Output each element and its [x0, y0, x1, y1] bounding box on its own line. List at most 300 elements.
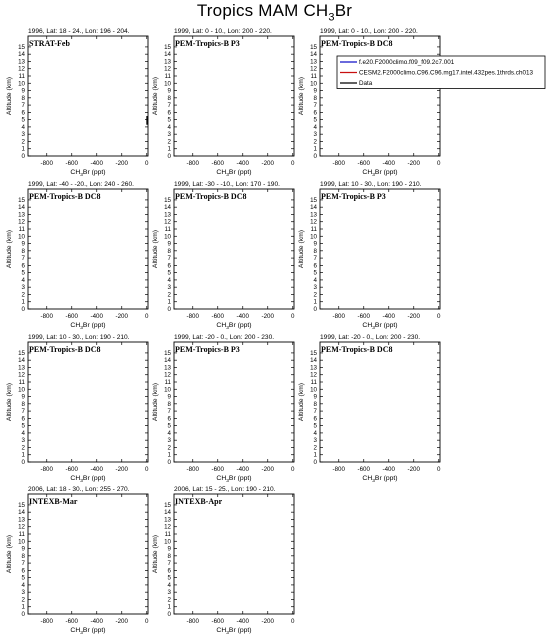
x-axis-label: $CH_3Br$ (ppt) — [70, 169, 106, 178]
x-tick-label: 0 — [291, 466, 295, 473]
y-tick-label: 1 — [21, 298, 25, 306]
x-tick-label: -600 — [211, 160, 224, 167]
y-tick-label: 0 — [21, 306, 25, 313]
y-tick-label: 15 — [310, 349, 317, 357]
x-tick-label: 0 — [145, 618, 149, 625]
y-tick-label: 4 — [21, 123, 25, 131]
y-tick-label: 12 — [18, 523, 25, 531]
y-tick-label: 1 — [21, 603, 25, 611]
y-tick-label: 13 — [164, 211, 171, 219]
y-tick-label: 2 — [313, 444, 317, 452]
y-tick-label: 13 — [18, 211, 25, 219]
chart-panel — [152, 28, 295, 178]
y-tick-label: 11 — [310, 73, 317, 80]
y-tick-label: 9 — [313, 393, 317, 401]
chart-panel — [152, 486, 295, 636]
y-tick-label: 3 — [167, 589, 171, 597]
x-tick-label: -600 — [357, 466, 370, 473]
y-tick-label: 8 — [313, 94, 317, 102]
y-tick-label: 3 — [21, 284, 25, 292]
y-tick-label: 6 — [167, 262, 171, 270]
y-tick-label: 3 — [313, 131, 317, 139]
y-tick-label: 10 — [18, 233, 25, 241]
campaign-label: PEM-Tropics-B P3 — [321, 192, 386, 201]
y-tick-label: 9 — [167, 393, 171, 401]
y-tick-label: 1 — [21, 451, 25, 459]
panel-frame — [174, 494, 294, 614]
y-tick-label: 9 — [167, 240, 171, 248]
y-tick-label: 0 — [313, 153, 317, 160]
y-tick-label: 15 — [310, 196, 317, 204]
y-tick-label: 10 — [164, 233, 171, 241]
y-tick-label: 2 — [167, 138, 171, 146]
panel-header: 1999, Lat: -20 - 0., Lon: 200 - 230. — [174, 334, 275, 341]
campaign-label: PEM-Tropics-B DC8 — [321, 345, 393, 354]
y-tick-label: 12 — [18, 218, 25, 226]
x-tick-label: 0 — [437, 466, 441, 473]
x-tick-label: -400 — [382, 313, 395, 320]
x-tick-label: -800 — [186, 313, 199, 320]
y-tick-label: 13 — [164, 364, 171, 372]
x-axis-label: $CH_3Br$ (ppt) — [362, 475, 398, 484]
y-tick-label: 8 — [21, 552, 25, 560]
y-tick-label: 5 — [167, 269, 171, 277]
x-tick-label: -200 — [407, 466, 420, 473]
panel-header: 1999, Lat: 0 - 10., Lon: 200 - 220. — [320, 28, 418, 35]
y-tick-label: 1 — [167, 298, 171, 306]
x-tick-label: -200 — [261, 313, 274, 320]
y-tick-label: 12 — [310, 218, 317, 226]
y-axis-label: Altitude (km) — [6, 229, 13, 269]
x-tick-label: -200 — [115, 160, 128, 167]
campaign-label: PEM-Tropics-B DC8 — [175, 192, 247, 201]
y-tick-label: 8 — [313, 400, 317, 408]
y-tick-label: 12 — [164, 65, 171, 73]
chart-panel — [152, 181, 295, 331]
x-tick-label: -400 — [236, 313, 249, 320]
panel-frame — [320, 342, 440, 462]
y-tick-label: 7 — [167, 560, 171, 568]
panel-frame — [28, 36, 148, 156]
y-tick-label: 6 — [313, 415, 317, 423]
x-tick-label: -600 — [65, 618, 78, 625]
x-tick-label: -600 — [211, 313, 224, 320]
y-tick-label: 7 — [167, 102, 171, 110]
y-tick-label: 13 — [164, 516, 171, 524]
y-tick-label: 14 — [310, 357, 317, 365]
x-tick-label: -600 — [357, 160, 370, 167]
y-tick-label: 9 — [313, 240, 317, 248]
campaign-label: STRAT-Feb — [29, 39, 70, 48]
campaign-label: PEM-Tropics-B P3 — [175, 345, 240, 354]
panel-frame — [28, 342, 148, 462]
y-tick-label: 1 — [313, 298, 317, 306]
y-tick-label: 11 — [310, 226, 317, 233]
x-tick-label: -800 — [186, 160, 199, 167]
y-tick-label: 5 — [21, 422, 25, 430]
y-tick-label: 14 — [18, 204, 25, 212]
y-tick-label: 0 — [167, 153, 171, 160]
x-axis-label: $CH_3Br$ (ppt) — [216, 627, 252, 636]
y-tick-label: 14 — [310, 204, 317, 212]
x-tick-label: -200 — [261, 160, 274, 167]
x-tick-label: -600 — [65, 160, 78, 167]
y-axis-label: Altitude (km) — [6, 534, 13, 574]
y-tick-label: 11 — [18, 379, 25, 386]
y-tick-label: 10 — [164, 386, 171, 394]
y-tick-label: 14 — [18, 51, 25, 59]
y-tick-label: 2 — [313, 138, 317, 146]
y-tick-label: 4 — [21, 276, 25, 284]
y-tick-label: 4 — [167, 429, 171, 437]
panel-header: 1999, Lat: -20 - 0., Lon: 200 - 230. — [320, 334, 421, 341]
y-axis-label: Altitude (km) — [298, 229, 305, 269]
panel-header: 2006, Lat: 18 - 30., Lon: 255 - 270. — [28, 486, 130, 493]
chart-panel — [6, 28, 149, 178]
y-tick-label: 7 — [167, 408, 171, 416]
x-tick-label: -800 — [186, 618, 199, 625]
y-tick-label: 13 — [18, 516, 25, 524]
y-tick-label: 10 — [310, 233, 317, 241]
y-tick-label: 3 — [167, 284, 171, 292]
y-tick-label: 7 — [313, 102, 317, 110]
y-tick-label: 13 — [164, 58, 171, 66]
chart-panel — [298, 334, 441, 484]
y-tick-label: 14 — [18, 509, 25, 517]
y-tick-label: 3 — [21, 437, 25, 445]
y-tick-label: 3 — [313, 284, 317, 292]
y-axis-label: Altitude (km) — [152, 534, 159, 574]
y-tick-label: 0 — [167, 611, 171, 618]
y-tick-label: 2 — [21, 138, 25, 146]
x-tick-label: -800 — [332, 160, 345, 167]
y-axis-label: Altitude (km) — [6, 382, 13, 422]
x-tick-label: -600 — [211, 466, 224, 473]
y-tick-label: 9 — [21, 87, 25, 95]
y-tick-label: 8 — [167, 94, 171, 102]
y-tick-label: 7 — [21, 560, 25, 568]
x-tick-label: -600 — [357, 313, 370, 320]
y-tick-label: 9 — [313, 87, 317, 95]
y-tick-label: 7 — [313, 408, 317, 416]
x-tick-label: -400 — [236, 466, 249, 473]
y-axis-label: Altitude (km) — [152, 229, 159, 269]
y-tick-label: 13 — [18, 364, 25, 372]
y-tick-label: 9 — [21, 393, 25, 401]
y-tick-label: 10 — [18, 80, 25, 88]
x-axis-label: $CH_3Br$ (ppt) — [362, 169, 398, 178]
y-tick-label: 12 — [18, 371, 25, 379]
y-tick-label: 0 — [21, 459, 25, 466]
panel-header: 2006, Lat: 15 - 25., Lon: 190 - 210. — [174, 486, 276, 493]
campaign-label: PEM-Tropics-B DC8 — [29, 192, 101, 201]
panel-frame — [320, 36, 440, 156]
y-tick-label: 11 — [164, 226, 171, 233]
x-axis-label: $CH_3Br$ (ppt) — [70, 322, 106, 331]
y-tick-label: 6 — [21, 567, 25, 575]
y-tick-label: 4 — [167, 123, 171, 131]
y-tick-label: 12 — [310, 65, 317, 73]
y-axis-label: Altitude (km) — [6, 76, 13, 116]
y-tick-label: 5 — [167, 422, 171, 430]
y-tick-label: 4 — [313, 123, 317, 131]
y-tick-label: 10 — [18, 386, 25, 394]
y-tick-label: 6 — [167, 567, 171, 575]
y-tick-label: 2 — [167, 291, 171, 299]
y-tick-label: 12 — [310, 371, 317, 379]
y-tick-label: 14 — [164, 509, 171, 517]
panel-header: 1999, Lat: 10 - 30., Lon: 190 - 210. — [28, 334, 130, 341]
campaign-label: INTEXB-Mar — [29, 497, 78, 506]
y-tick-label: 3 — [313, 437, 317, 445]
panel-frame — [174, 189, 294, 309]
y-tick-label: 14 — [18, 357, 25, 365]
y-tick-label: 6 — [21, 415, 25, 423]
y-tick-label: 10 — [18, 538, 25, 546]
y-tick-label: 12 — [18, 65, 25, 73]
x-tick-label: 0 — [145, 313, 149, 320]
y-tick-label: 15 — [310, 43, 317, 51]
x-tick-label: -200 — [407, 313, 420, 320]
x-tick-label: 0 — [291, 160, 295, 167]
campaign-label: PEM-Tropics-B DC8 — [29, 345, 101, 354]
campaign-label: PEM-Tropics-B DC8 — [321, 39, 393, 48]
y-tick-label: 13 — [310, 211, 317, 219]
x-tick-label: -600 — [65, 313, 78, 320]
x-tick-label: -600 — [211, 618, 224, 625]
y-tick-label: 11 — [164, 531, 171, 538]
x-tick-label: -200 — [115, 618, 128, 625]
panel-header: 1999, Lat: 10 - 30., Lon: 190 - 210. — [320, 181, 422, 188]
y-tick-label: 3 — [21, 131, 25, 139]
y-tick-label: 13 — [310, 364, 317, 372]
y-tick-label: 0 — [313, 459, 317, 466]
y-tick-label: 15 — [18, 349, 25, 357]
x-axis-label: $CH_3Br$ (ppt) — [216, 322, 252, 331]
x-tick-label: -600 — [65, 466, 78, 473]
y-tick-label: 6 — [21, 109, 25, 117]
y-tick-label: 15 — [18, 196, 25, 204]
y-tick-label: 7 — [167, 255, 171, 263]
panel-frame — [320, 189, 440, 309]
y-tick-label: 4 — [167, 581, 171, 589]
y-tick-label: 4 — [21, 429, 25, 437]
x-tick-label: -400 — [90, 466, 103, 473]
x-tick-label: -400 — [90, 618, 103, 625]
y-tick-label: 0 — [21, 611, 25, 618]
x-tick-label: 0 — [145, 466, 149, 473]
y-tick-label: 7 — [21, 408, 25, 416]
y-tick-label: 5 — [21, 116, 25, 124]
panel-header: 1996, Lat: 18 - 24., Lon: 196 - 204. — [28, 28, 130, 35]
y-tick-label: 10 — [164, 80, 171, 88]
y-tick-label: 4 — [167, 276, 171, 284]
x-tick-label: -400 — [90, 313, 103, 320]
y-tick-label: 6 — [167, 109, 171, 117]
x-tick-label: 0 — [291, 313, 295, 320]
y-tick-label: 9 — [167, 87, 171, 95]
x-tick-label: -800 — [332, 313, 345, 320]
x-axis-label: $CH_3Br$ (ppt) — [362, 322, 398, 331]
y-tick-label: 4 — [313, 276, 317, 284]
y-tick-label: 9 — [21, 240, 25, 248]
y-tick-label: 15 — [164, 43, 171, 51]
y-tick-label: 0 — [167, 306, 171, 313]
y-tick-label: 9 — [21, 545, 25, 553]
panel-header: 1999, Lat: 0 - 10., Lon: 200 - 220. — [174, 28, 272, 35]
y-tick-label: 8 — [167, 247, 171, 255]
y-tick-label: 1 — [313, 145, 317, 153]
y-tick-label: 2 — [167, 596, 171, 604]
campaign-label: INTEXB-Apr — [175, 497, 223, 506]
y-tick-label: 14 — [164, 357, 171, 365]
y-tick-label: 15 — [18, 501, 25, 509]
figure-title-main: Tropics MAM CH — [196, 1, 329, 20]
y-tick-label: 11 — [310, 379, 317, 386]
y-tick-label: 2 — [21, 444, 25, 452]
x-tick-label: -800 — [40, 313, 53, 320]
y-tick-label: 2 — [167, 444, 171, 452]
y-tick-label: 0 — [313, 306, 317, 313]
y-tick-label: 0 — [167, 459, 171, 466]
y-tick-label: 8 — [21, 94, 25, 102]
y-tick-label: 5 — [167, 574, 171, 582]
legend-label: CESM2.F2000climo.C96.C96.mg17.intel.432pes.1thrds.ch013 — [359, 69, 533, 77]
y-tick-label: 1 — [167, 603, 171, 611]
y-tick-label: 6 — [167, 415, 171, 423]
y-tick-label: 10 — [310, 80, 317, 88]
x-tick-label: -400 — [382, 466, 395, 473]
y-tick-label: 8 — [313, 247, 317, 255]
panel-frame — [28, 494, 148, 614]
y-tick-label: 5 — [21, 574, 25, 582]
x-tick-label: -200 — [261, 466, 274, 473]
chart-panel — [6, 181, 149, 331]
x-tick-label: -400 — [90, 160, 103, 167]
y-tick-label: 2 — [313, 291, 317, 299]
y-axis-label: Altitude (km) — [298, 382, 305, 422]
x-axis-label: $CH_3Br$ (ppt) — [70, 627, 106, 636]
y-tick-label: 7 — [21, 102, 25, 110]
y-tick-label: 15 — [164, 196, 171, 204]
campaign-label: PEM-Tropics-B P3 — [175, 39, 240, 48]
y-axis-label: Altitude (km) — [298, 76, 305, 116]
y-axis-label: Altitude (km) — [152, 382, 159, 422]
y-tick-label: 7 — [313, 255, 317, 263]
x-tick-label: -800 — [186, 466, 199, 473]
panel-header: 1999, Lat: -30 - -10., Lon: 170 - 190. — [174, 181, 280, 188]
y-tick-label: 3 — [21, 589, 25, 597]
figure-title-subscript: 3 — [328, 11, 335, 24]
x-tick-label: 0 — [437, 313, 441, 320]
x-tick-label: -200 — [261, 618, 274, 625]
y-tick-label: 11 — [164, 379, 171, 386]
x-tick-label: -200 — [407, 160, 420, 167]
y-tick-label: 13 — [310, 58, 317, 66]
y-tick-label: 5 — [313, 269, 317, 277]
y-tick-label: 12 — [164, 523, 171, 531]
y-tick-label: 11 — [18, 73, 25, 80]
y-tick-label: 2 — [21, 596, 25, 604]
y-tick-label: 13 — [18, 58, 25, 66]
y-tick-label: 14 — [164, 51, 171, 59]
x-tick-label: -400 — [236, 618, 249, 625]
x-axis-label: $CH_3Br$ (ppt) — [70, 475, 106, 484]
y-tick-label: 11 — [18, 531, 25, 538]
chart-panel — [298, 181, 441, 331]
y-tick-label: 8 — [167, 552, 171, 560]
y-tick-label: 12 — [164, 371, 171, 379]
chart-panel — [6, 334, 149, 484]
y-tick-label: 1 — [167, 145, 171, 153]
y-tick-label: 1 — [167, 451, 171, 459]
y-tick-label: 12 — [164, 218, 171, 226]
y-tick-label: 5 — [21, 269, 25, 277]
y-tick-label: 9 — [167, 545, 171, 553]
x-tick-label: 0 — [291, 618, 295, 625]
legend-label: Data — [359, 80, 373, 88]
panel-frame — [28, 189, 148, 309]
chart-panel — [152, 334, 295, 484]
y-tick-label: 3 — [167, 131, 171, 139]
x-axis-label: $CH_3Br$ (ppt) — [216, 169, 252, 178]
y-tick-label: 6 — [313, 262, 317, 270]
y-tick-label: 8 — [21, 247, 25, 255]
x-tick-label: -800 — [40, 618, 53, 625]
y-tick-label: 7 — [21, 255, 25, 263]
x-tick-label: -400 — [382, 160, 395, 167]
y-tick-label: 14 — [310, 51, 317, 59]
y-tick-label: 3 — [167, 437, 171, 445]
x-tick-label: 0 — [437, 160, 441, 167]
y-tick-label: 8 — [167, 400, 171, 408]
y-tick-label: 2 — [21, 291, 25, 299]
x-tick-label: -200 — [115, 466, 128, 473]
panel-frame — [174, 342, 294, 462]
y-axis-label: Altitude (km) — [152, 76, 159, 116]
chart-panel — [6, 486, 149, 636]
panel-header: 1999, Lat: -40 - -20., Lon: 240 - 260. — [28, 181, 134, 188]
y-tick-label: 6 — [21, 262, 25, 270]
y-tick-label: 5 — [167, 116, 171, 124]
y-tick-label: 10 — [310, 386, 317, 394]
y-tick-label: 11 — [164, 73, 171, 80]
y-tick-label: 1 — [313, 451, 317, 459]
y-tick-label: 10 — [164, 538, 171, 546]
y-tick-label: 1 — [21, 145, 25, 153]
y-tick-label: 0 — [21, 153, 25, 160]
y-tick-label: 15 — [164, 501, 171, 509]
y-tick-label: 4 — [313, 429, 317, 437]
y-tick-label: 5 — [313, 116, 317, 124]
x-axis-label: $CH_3Br$ (ppt) — [216, 475, 252, 484]
y-tick-label: 8 — [21, 400, 25, 408]
y-tick-label: 4 — [21, 581, 25, 589]
chart-panel — [298, 28, 441, 178]
y-tick-label: 6 — [313, 109, 317, 117]
x-tick-label: -800 — [40, 466, 53, 473]
y-tick-label: 5 — [313, 422, 317, 430]
y-tick-label: 11 — [18, 226, 25, 233]
x-tick-label: -800 — [40, 160, 53, 167]
legend-label: f.e20.F2000climo.f09_f09.2c7.001 — [359, 59, 455, 67]
x-tick-label: -400 — [236, 160, 249, 167]
figure-title-tail: Br — [334, 1, 353, 20]
legend — [337, 56, 545, 89]
x-tick-label: -800 — [332, 466, 345, 473]
x-tick-label: 0 — [145, 160, 149, 167]
y-tick-label: 14 — [164, 204, 171, 212]
